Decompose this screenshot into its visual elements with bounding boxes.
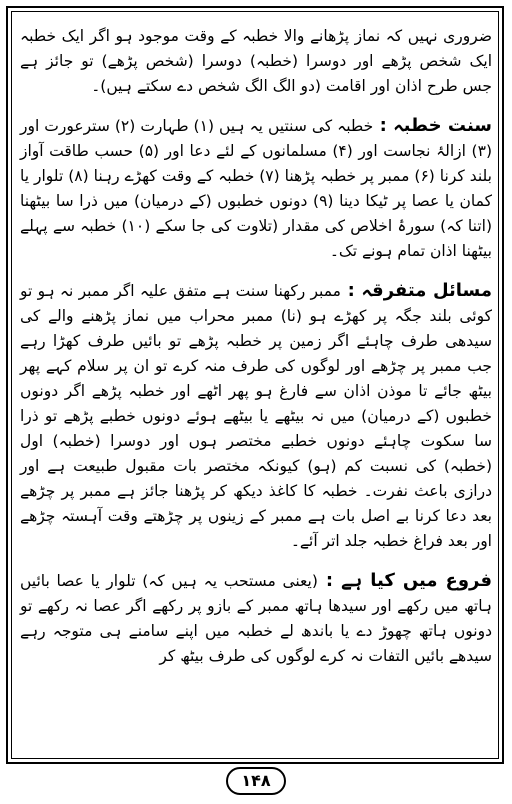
heading-furu: فروع میں کیا ہے : [317, 570, 493, 591]
paragraph-sunnat-khutba [20, 113, 492, 264]
paragraph-intro-text: ضروری نہیں کہ نماز پڑھانے والا خطبہ کے وقت موجود ہو اگر ایک خطبہ ایک شخص پڑھے اور دوسرا (خطبہ) دوسرا (شخص پڑھے) تو جائز ہے جس طرح اذان اور اقامت (دو الگ الگ شخص دے سکتے ہیں)۔ [20, 27, 492, 95]
heading-sunnat-khutba: سنت خطبہ : [373, 115, 492, 136]
page-number: ۱۴۸ [226, 767, 286, 795]
paragraph-masail-mutafarriqa-text: ممبر رکھنا سنت ہے متفق علیہ اگر ممبر نہ ہو تو کوئی بلند جگہ پر کھڑے ہو (نا) ممبر محراب میں نماز پڑھنے والے کی سیدھی طرف چاہئے اگر زمین پر خطبہ پڑھے تو بائیں طرف کھڑا رہے جب ممبر پر چڑھے اور لوگوں کی طرف منہ کرے تو ان پر سلام کہے پھر بیٹھ جائے تا موذن اذان سے فارغ ہو پھر اٹھے اور خطبہ پڑھے اگر دونوں خطبوں (کے درمیان) میں نہ بیٹھے یا بیٹھے ہوئے دونوں خطبے پڑھے تو ذرا سا سکوت چاہئے دونوں خطبے مختصر ہوں اور دوسرا (خطبہ) اول (خطبہ) کی نسبت کم (ہو) کیونکہ مختصر بات مقبول طبیعت ہے اور درازی باعث نفرت۔ خطبہ کا کاغذ دیکھ کر پڑھنا جائز ہے ممبر پر چڑھے بعد دعا کرنا بے اصل بات ہے ممبر کے زینوں پر چڑھتے وقت آہستہ چڑھے اور بعد فراغ خطبہ جلد اتر آئے۔ [20, 282, 492, 550]
paragraph-masail-mutafarriqa [20, 278, 492, 554]
paragraph-furu [20, 568, 492, 669]
paragraph-intro [20, 24, 492, 99]
paragraph-sunnat-khutba-text: خطبہ کی سنتیں یہ ہیں (۱) طہارت (۲) سترعورت اور (۳) ازالۂ نجاست اور (۴) مسلمانوں کے لئے دعا اور (۵) حسب طاقت آواز بلند کرنا (۶) ممبر پر خطبہ پڑھنا (۷) خطبہ کے وقت کھڑے رہنا (۸) تلوار یا کمان یا عصا پر ٹیکا دینا (۹) دونوں خطبوں (کے درمیان) میں ذرا سا بیٹھنا (اتنا کہ) سورۂ اخلاص کی مقدار (تلاوت کی جا سکے (۱۰) خطبہ سے پہلے بیٹھنا اذان تمام ہونے تک۔ [20, 117, 493, 260]
heading-masail-mutafarriqa: مسائل متفرقہ : [340, 280, 492, 301]
paragraph-furu-text: (یعنی مستحب یہ ہیں کہ) تلوار یا عصا بائیں ہاتھ میں رکھے اور سیدھا ہاتھ ممبر کے بازو پر رکھے اگر عصا نہ رکھے تو دونوں ہاتھ چھوڑ دے یا باندھ لے خطبہ میں اپنے سامنے ہی متوجہ رہے سیدھے بائیں التفات نہ کرے لوگوں کی طرف بیٹھ کر [20, 572, 492, 665]
page-body [20, 24, 492, 669]
